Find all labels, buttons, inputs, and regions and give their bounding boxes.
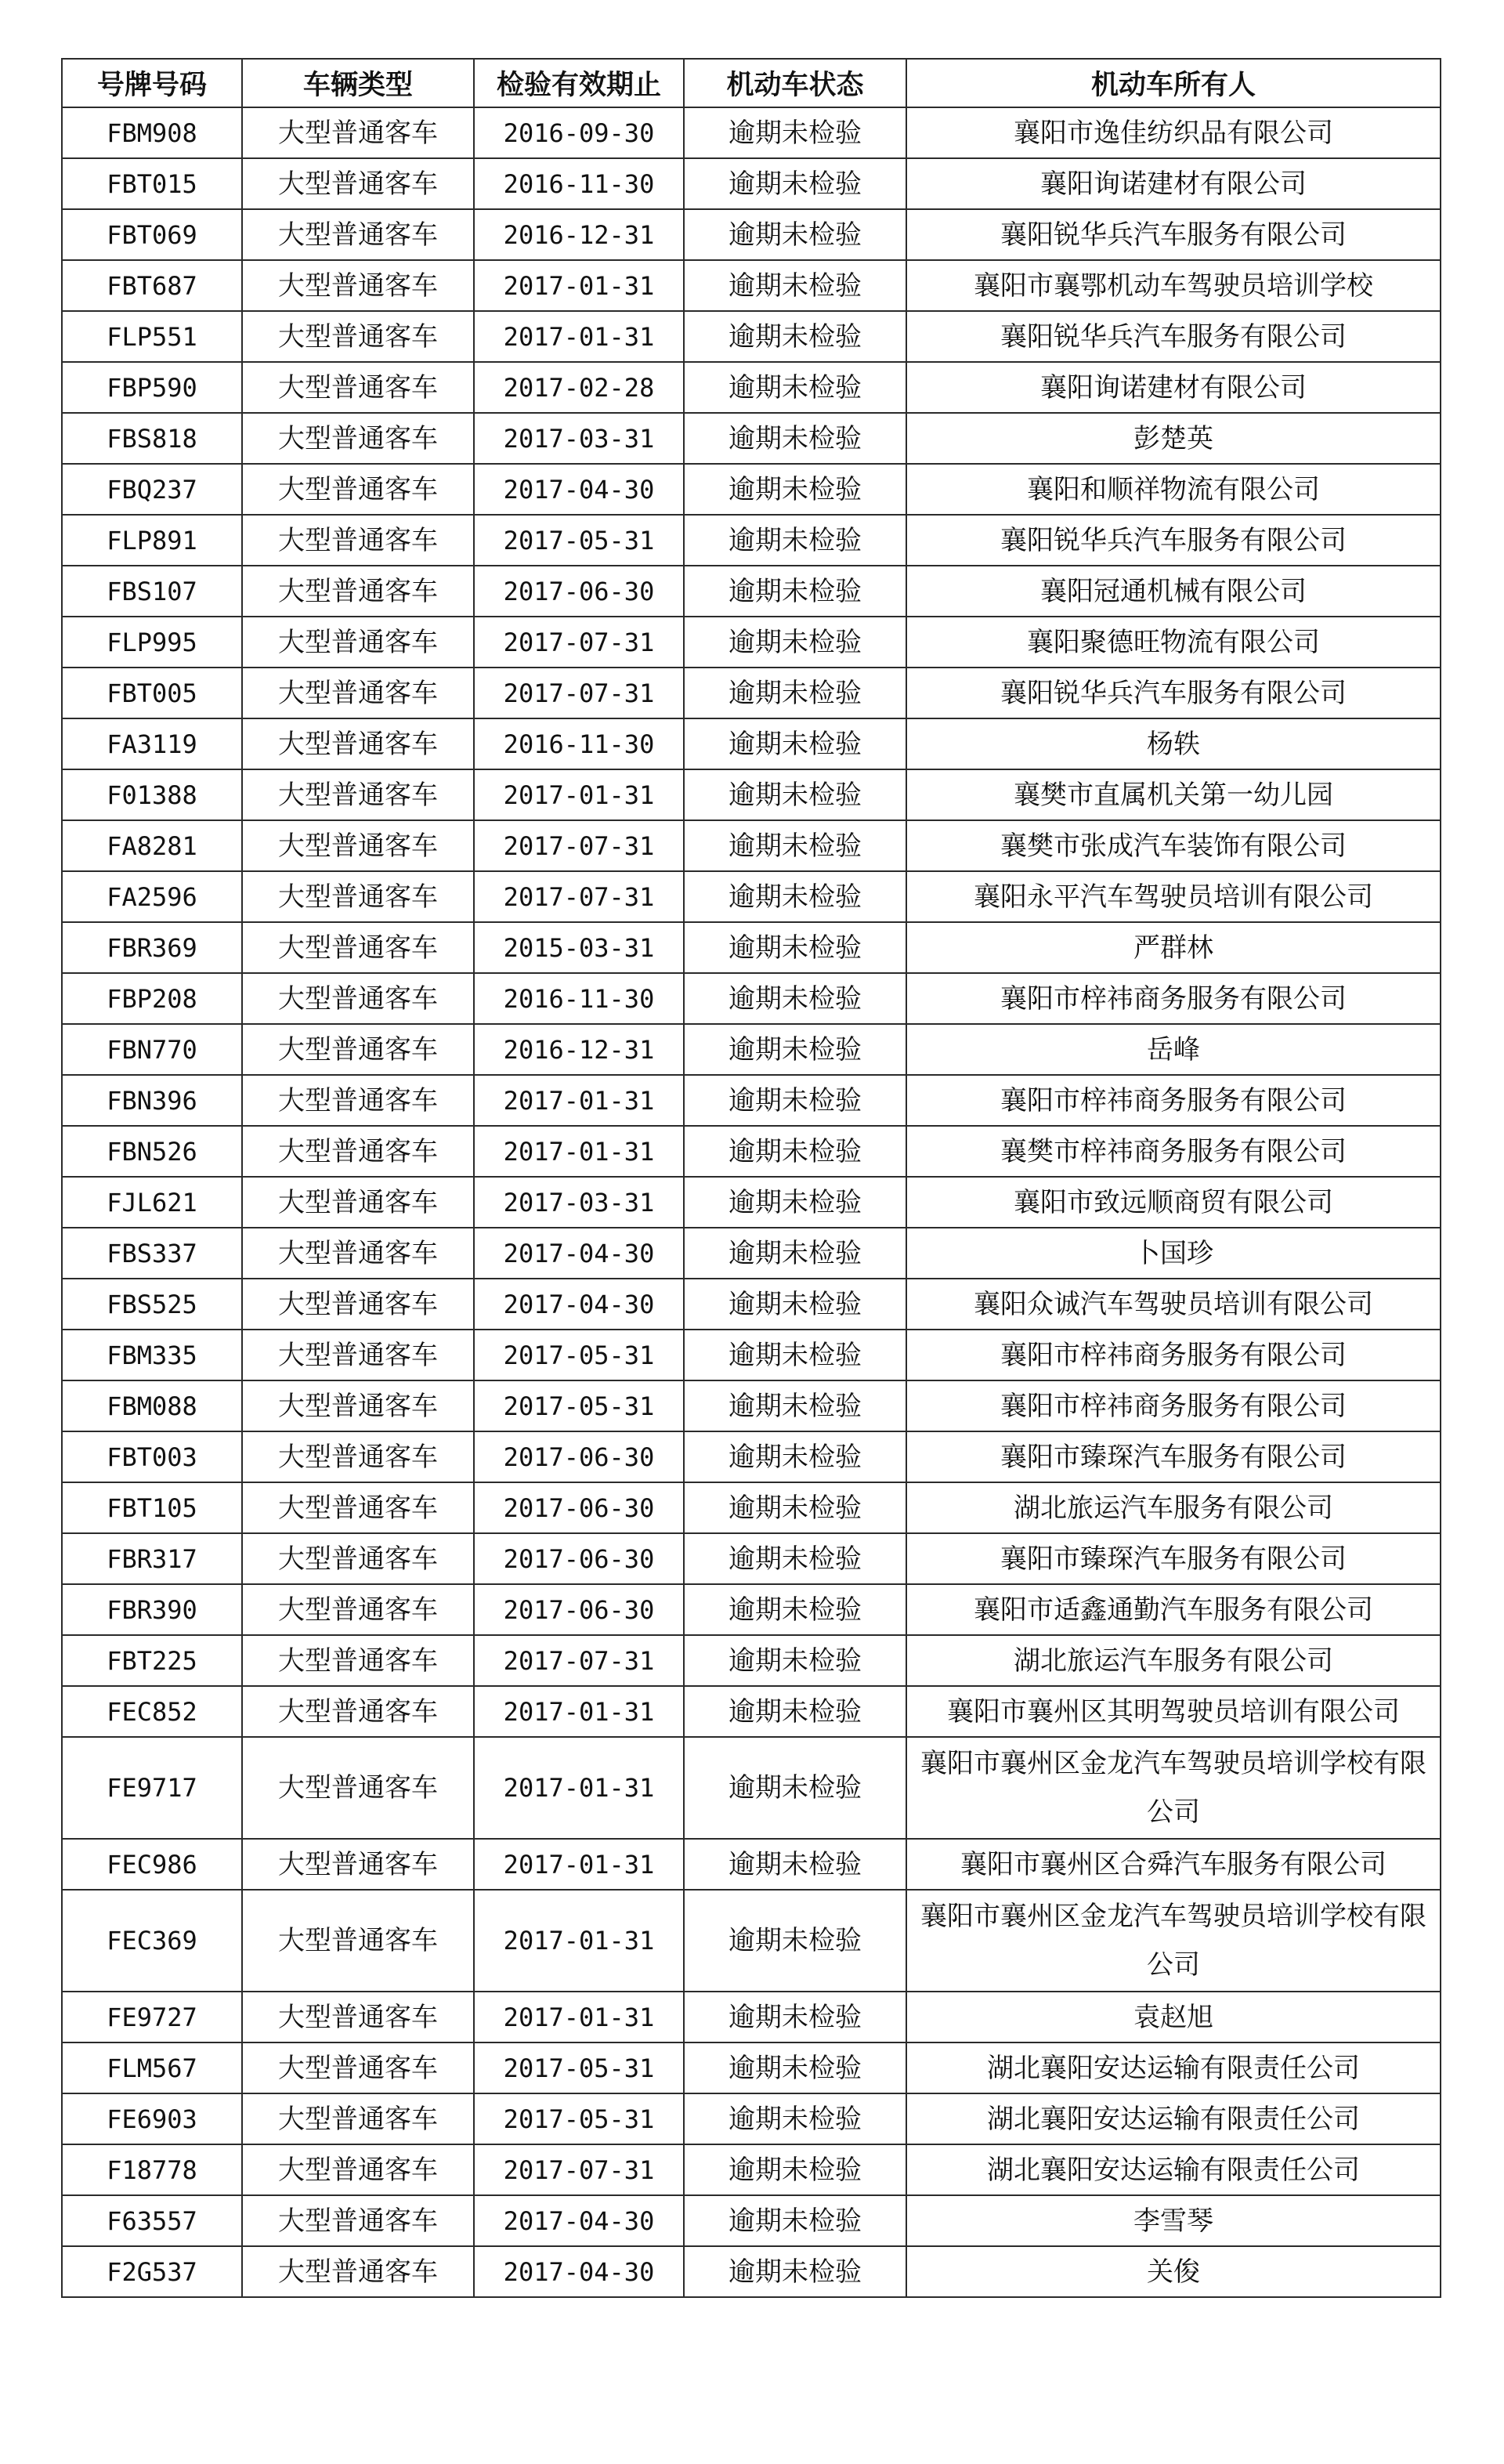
plate-number-cell: F01388 [62,769,242,820]
status-cell: 逾期未检验 [684,464,906,515]
expiry-date-cell: 2017-06-30 [474,1482,684,1533]
vehicle-type-cell: 大型普通客车 [242,1737,474,1839]
plate-number-cell: FBP590 [62,362,242,413]
header-vehicle-owner: 机动车所有人 [906,59,1441,107]
owner-cell: 彭楚英 [906,413,1441,464]
vehicle-type-cell: 大型普通客车 [242,209,474,260]
expiry-date-cell: 2017-03-31 [474,1177,684,1228]
status-cell: 逾期未检验 [684,1024,906,1075]
plate-number-cell: FJL621 [62,1177,242,1228]
table-row [62,820,1441,871]
status-cell: 逾期未检验 [684,362,906,413]
expiry-date-cell: 2016-12-31 [474,1024,684,1075]
status-cell: 逾期未检验 [684,158,906,209]
status-cell: 逾期未检验 [684,1177,906,1228]
table-row [62,769,1441,820]
expiry-date-cell: 2017-01-31 [474,1992,684,2042]
plate-number-cell: F18778 [62,2144,242,2195]
owner-cell: 卜国珍 [906,1228,1441,1279]
expiry-date-cell: 2016-11-30 [474,718,684,769]
table-row [62,1890,1441,1992]
owner-cell: 岳峰 [906,1024,1441,1075]
expiry-date-cell: 2017-07-31 [474,2144,684,2195]
vehicle-type-cell: 大型普通客车 [242,1992,474,2042]
vehicle-type-cell: 大型普通客车 [242,260,474,311]
status-cell: 逾期未检验 [684,1635,906,1686]
expiry-date-cell: 2017-01-31 [474,1737,684,1839]
status-cell: 逾期未检验 [684,718,906,769]
plate-number-cell: FEC986 [62,1839,242,1890]
table-row [62,922,1441,973]
table-row [62,260,1441,311]
expiry-date-cell: 2017-01-31 [474,1890,684,1992]
status-cell: 逾期未检验 [684,1279,906,1330]
expiry-date-cell: 2016-11-30 [474,158,684,209]
vehicle-type-cell: 大型普通客车 [242,2144,474,2195]
table-row [62,1584,1441,1635]
header-inspection-expiry: 检验有效期止 [474,59,684,107]
vehicle-type-cell: 大型普通客车 [242,1686,474,1737]
owner-cell: 襄阳锐华兵汽车服务有限公司 [906,668,1441,718]
vehicle-type-cell: 大型普通客车 [242,769,474,820]
table-row [62,566,1441,617]
vehicle-type-cell: 大型普通客车 [242,1584,474,1635]
owner-cell: 湖北旅运汽车服务有限公司 [906,1635,1441,1686]
vehicle-type-cell: 大型普通客车 [242,158,474,209]
expiry-date-cell: 2017-01-31 [474,1839,684,1890]
plate-number-cell: FBT003 [62,1431,242,1482]
owner-cell: 湖北襄阳安达运输有限责任公司 [906,2042,1441,2093]
plate-number-cell: FLM567 [62,2042,242,2093]
expiry-date-cell: 2017-04-30 [474,2246,684,2297]
status-cell: 逾期未检验 [684,2144,906,2195]
vehicle-type-cell: 大型普通客车 [242,566,474,617]
owner-cell: 襄阳市梓祎商务服务有限公司 [906,973,1441,1024]
vehicle-type-cell: 大型普通客车 [242,1431,474,1482]
expiry-date-cell: 2015-03-31 [474,922,684,973]
plate-number-cell: FEC852 [62,1686,242,1737]
table-row [62,413,1441,464]
expiry-date-cell: 2016-09-30 [474,107,684,158]
status-cell: 逾期未检验 [684,668,906,718]
plate-number-cell: FBT105 [62,1482,242,1533]
status-cell: 逾期未检验 [684,617,906,668]
owner-cell: 襄阳锐华兵汽车服务有限公司 [906,311,1441,362]
plate-number-cell: FBR390 [62,1584,242,1635]
status-cell: 逾期未检验 [684,2195,906,2246]
owner-cell: 襄阳市臻琛汽车服务有限公司 [906,1431,1441,1482]
expiry-date-cell: 2016-12-31 [474,209,684,260]
owner-cell: 襄阳众诚汽车驾驶员培训有限公司 [906,1279,1441,1330]
header-vehicle-type: 车辆类型 [242,59,474,107]
expiry-date-cell: 2016-11-30 [474,973,684,1024]
table-row [62,1177,1441,1228]
owner-cell: 襄阳锐华兵汽车服务有限公司 [906,209,1441,260]
owner-cell: 襄樊市张成汽车装饰有限公司 [906,820,1441,871]
plate-number-cell: FBR317 [62,1533,242,1584]
table-row [62,1635,1441,1686]
table-row [62,1330,1441,1380]
vehicle-type-cell: 大型普通客车 [242,464,474,515]
status-cell: 逾期未检验 [684,1075,906,1126]
status-cell: 逾期未检验 [684,413,906,464]
status-cell: 逾期未检验 [684,1126,906,1177]
plate-number-cell: FA3119 [62,718,242,769]
owner-cell: 襄阳市梓祎商务服务有限公司 [906,1380,1441,1431]
vehicle-type-cell: 大型普通客车 [242,1279,474,1330]
table-row [62,1737,1441,1839]
owner-cell: 襄阳市襄州区金龙汽车驾驶员培训学校有限公司 [906,1737,1441,1839]
vehicle-type-cell: 大型普通客车 [242,1533,474,1584]
status-cell: 逾期未检验 [684,1890,906,1992]
table-row [62,1075,1441,1126]
plate-number-cell: FBT005 [62,668,242,718]
expiry-date-cell: 2017-05-31 [474,2093,684,2144]
table-row [62,718,1441,769]
table-row [62,617,1441,668]
vehicle-type-cell: 大型普通客车 [242,1482,474,1533]
owner-cell: 襄阳和顺祥物流有限公司 [906,464,1441,515]
vehicle-type-cell: 大型普通客车 [242,1228,474,1279]
status-cell: 逾期未检验 [684,2042,906,2093]
plate-number-cell: FLP551 [62,311,242,362]
plate-number-cell: FBS525 [62,1279,242,1330]
vehicle-type-cell: 大型普通客车 [242,1075,474,1126]
owner-cell: 襄阳询诺建材有限公司 [906,158,1441,209]
status-cell: 逾期未检验 [684,2246,906,2297]
status-cell: 逾期未检验 [684,515,906,566]
table-header [62,59,1441,107]
plate-number-cell: FBQ237 [62,464,242,515]
plate-number-cell: FBR369 [62,922,242,973]
owner-cell: 襄阳询诺建材有限公司 [906,362,1441,413]
vehicle-type-cell: 大型普通客车 [242,1330,474,1380]
table-row [62,2246,1441,2297]
status-cell: 逾期未检验 [684,2093,906,2144]
vehicle-type-cell: 大型普通客车 [242,311,474,362]
plate-number-cell: FBS818 [62,413,242,464]
vehicle-type-cell: 大型普通客车 [242,871,474,922]
vehicle-inspection-table [61,58,1441,2298]
expiry-date-cell: 2017-01-31 [474,1126,684,1177]
plate-number-cell: FA2596 [62,871,242,922]
expiry-date-cell: 2017-05-31 [474,515,684,566]
owner-cell: 襄阳永平汽车驾驶员培训有限公司 [906,871,1441,922]
status-cell: 逾期未检验 [684,209,906,260]
owner-cell: 袁赵旭 [906,1992,1441,2042]
owner-cell: 襄樊市梓祎商务服务有限公司 [906,1126,1441,1177]
table-row [62,107,1441,158]
table-row [62,311,1441,362]
expiry-date-cell: 2017-05-31 [474,1380,684,1431]
plate-number-cell: FBM088 [62,1380,242,1431]
vehicle-type-cell: 大型普通客车 [242,413,474,464]
status-cell: 逾期未检验 [684,566,906,617]
status-cell: 逾期未检验 [684,107,906,158]
expiry-date-cell: 2017-06-30 [474,1533,684,1584]
expiry-date-cell: 2017-06-30 [474,1584,684,1635]
vehicle-type-cell: 大型普通客车 [242,1126,474,1177]
table-row [62,871,1441,922]
status-cell: 逾期未检验 [684,1380,906,1431]
owner-cell: 襄阳冠通机械有限公司 [906,566,1441,617]
expiry-date-cell: 2017-04-30 [474,464,684,515]
status-cell: 逾期未检验 [684,1584,906,1635]
expiry-date-cell: 2017-01-31 [474,311,684,362]
owner-cell: 襄阳市襄鄂机动车驾驶员培训学校 [906,260,1441,311]
table-row [62,1839,1441,1890]
owner-cell: 襄阳市襄州区金龙汽车驾驶员培训学校有限公司 [906,1890,1441,1992]
vehicle-type-cell: 大型普通客车 [242,1024,474,1075]
plate-number-cell: FA8281 [62,820,242,871]
plate-number-cell: FBT225 [62,1635,242,1686]
status-cell: 逾期未检验 [684,922,906,973]
expiry-date-cell: 2017-07-31 [474,668,684,718]
vehicle-type-cell: 大型普通客车 [242,922,474,973]
expiry-date-cell: 2017-02-28 [474,362,684,413]
status-cell: 逾期未检验 [684,260,906,311]
plate-number-cell: FBP208 [62,973,242,1024]
owner-cell: 湖北旅运汽车服务有限公司 [906,1482,1441,1533]
table-row [62,2144,1441,2195]
table-row [62,1126,1441,1177]
vehicle-type-cell: 大型普通客车 [242,362,474,413]
owner-cell: 襄阳市襄州区其明驾驶员培训有限公司 [906,1686,1441,1737]
expiry-date-cell: 2017-01-31 [474,1075,684,1126]
header-plate-number: 号牌号码 [62,59,242,107]
status-cell: 逾期未检验 [684,1228,906,1279]
expiry-date-cell: 2017-04-30 [474,1228,684,1279]
expiry-date-cell: 2017-04-30 [474,2195,684,2246]
plate-number-cell: FBS337 [62,1228,242,1279]
expiry-date-cell: 2017-07-31 [474,820,684,871]
table-row [62,158,1441,209]
table-row [62,2042,1441,2093]
expiry-date-cell: 2017-01-31 [474,1686,684,1737]
status-cell: 逾期未检验 [684,1330,906,1380]
owner-cell: 湖北襄阳安达运输有限责任公司 [906,2144,1441,2195]
table-row [62,668,1441,718]
plate-number-cell: FE6903 [62,2093,242,2144]
owner-cell: 襄阳市襄州区合舜汽车服务有限公司 [906,1839,1441,1890]
plate-number-cell: FBM908 [62,107,242,158]
table-body [62,107,1441,2297]
table-row [62,2093,1441,2144]
plate-number-cell: F2G537 [62,2246,242,2297]
table-row [62,2195,1441,2246]
plate-number-cell: FBS107 [62,566,242,617]
vehicle-type-cell: 大型普通客车 [242,1380,474,1431]
vehicle-type-cell: 大型普通客车 [242,820,474,871]
owner-cell: 襄阳市梓祎商务服务有限公司 [906,1075,1441,1126]
owner-cell: 杨轶 [906,718,1441,769]
table-row [62,209,1441,260]
header-vehicle-status: 机动车状态 [684,59,906,107]
expiry-date-cell: 2017-03-31 [474,413,684,464]
expiry-date-cell: 2017-06-30 [474,566,684,617]
vehicle-type-cell: 大型普通客车 [242,1177,474,1228]
status-cell: 逾期未检验 [684,1737,906,1839]
expiry-date-cell: 2017-05-31 [474,1330,684,1380]
status-cell: 逾期未检验 [684,820,906,871]
vehicle-type-cell: 大型普通客车 [242,1839,474,1890]
status-cell: 逾期未检验 [684,1482,906,1533]
plate-number-cell: FE9727 [62,1992,242,2042]
status-cell: 逾期未检验 [684,871,906,922]
expiry-date-cell: 2017-07-31 [474,617,684,668]
vehicle-type-cell: 大型普通客车 [242,107,474,158]
plate-number-cell: FBM335 [62,1330,242,1380]
plate-number-cell: FBT687 [62,260,242,311]
plate-number-cell: FE9717 [62,1737,242,1839]
expiry-date-cell: 2017-01-31 [474,260,684,311]
status-cell: 逾期未检验 [684,1533,906,1584]
owner-cell: 湖北襄阳安达运输有限责任公司 [906,2093,1441,2144]
table-row [62,515,1441,566]
owner-cell: 襄阳市臻琛汽车服务有限公司 [906,1533,1441,1584]
vehicle-type-cell: 大型普通客车 [242,515,474,566]
vehicle-type-cell: 大型普通客车 [242,718,474,769]
vehicle-type-cell: 大型普通客车 [242,2246,474,2297]
status-cell: 逾期未检验 [684,311,906,362]
plate-number-cell: F63557 [62,2195,242,2246]
status-cell: 逾期未检验 [684,769,906,820]
table-row [62,1992,1441,2042]
expiry-date-cell: 2017-07-31 [474,871,684,922]
table-row [62,1482,1441,1533]
table-row [62,1686,1441,1737]
vehicle-type-cell: 大型普通客车 [242,617,474,668]
owner-cell: 襄阳市适鑫通勤汽车服务有限公司 [906,1584,1441,1635]
table-row [62,1431,1441,1482]
plate-number-cell: FEC369 [62,1890,242,1992]
status-cell: 逾期未检验 [684,1686,906,1737]
header-row [62,59,1441,107]
table-row [62,973,1441,1024]
owner-cell: 襄阳市逸佳纺织品有限公司 [906,107,1441,158]
table-row [62,1279,1441,1330]
vehicle-type-cell: 大型普通客车 [242,2093,474,2144]
vehicle-type-cell: 大型普通客车 [242,2042,474,2093]
owner-cell: 襄樊市直属机关第一幼儿园 [906,769,1441,820]
plate-number-cell: FBT069 [62,209,242,260]
owner-cell: 襄阳锐华兵汽车服务有限公司 [906,515,1441,566]
owner-cell: 襄阳市梓祎商务服务有限公司 [906,1330,1441,1380]
status-cell: 逾期未检验 [684,973,906,1024]
owner-cell: 李雪琴 [906,2195,1441,2246]
owner-cell: 襄阳聚德旺物流有限公司 [906,617,1441,668]
vehicle-type-cell: 大型普通客车 [242,1635,474,1686]
table-row [62,464,1441,515]
plate-number-cell: FBN396 [62,1075,242,1126]
vehicle-type-cell: 大型普通客车 [242,668,474,718]
expiry-date-cell: 2017-06-30 [474,1431,684,1482]
status-cell: 逾期未检验 [684,1431,906,1482]
plate-number-cell: FLP891 [62,515,242,566]
expiry-date-cell: 2017-04-30 [474,1279,684,1330]
owner-cell: 严群林 [906,922,1441,973]
plate-number-cell: FLP995 [62,617,242,668]
owner-cell: 襄阳市致远顺商贸有限公司 [906,1177,1441,1228]
expiry-date-cell: 2017-01-31 [474,769,684,820]
expiry-date-cell: 2017-07-31 [474,1635,684,1686]
table-row [62,1533,1441,1584]
expiry-date-cell: 2017-05-31 [474,2042,684,2093]
table-row [62,362,1441,413]
vehicle-type-cell: 大型普通客车 [242,2195,474,2246]
status-cell: 逾期未检验 [684,1839,906,1890]
table-row [62,1380,1441,1431]
status-cell: 逾期未检验 [684,1992,906,2042]
owner-cell: 关俊 [906,2246,1441,2297]
plate-number-cell: FBN526 [62,1126,242,1177]
table-row [62,1024,1441,1075]
plate-number-cell: FBN770 [62,1024,242,1075]
vehicle-type-cell: 大型普通客车 [242,973,474,1024]
table-row [62,1228,1441,1279]
vehicle-type-cell: 大型普通客车 [242,1890,474,1992]
plate-number-cell: FBT015 [62,158,242,209]
